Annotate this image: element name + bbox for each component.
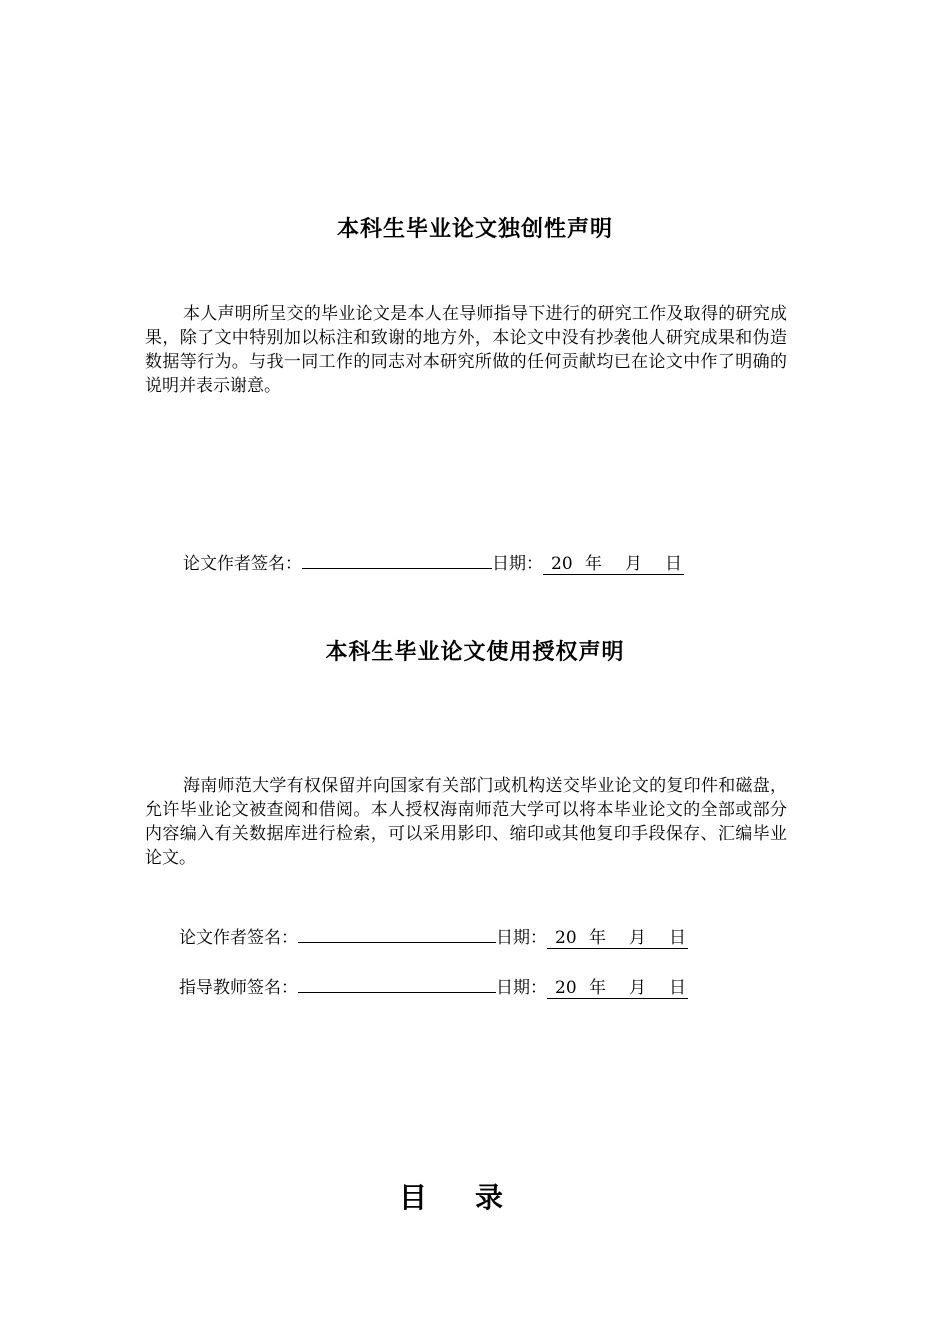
originality-signature-line [183,549,684,575]
date-year-unit: 年 [589,928,606,948]
date-year-unit: 年 [589,978,606,998]
author-signature-blank[interactable] [298,924,496,943]
date-label: 日期： [496,928,547,948]
date-day-unit: 日 [669,978,686,998]
advisor-signature-label: 指导教师签名： [179,978,298,998]
date-day-unit: 日 [665,554,682,574]
date-month-unit: 月 [629,978,646,998]
date-year: 20 [555,928,577,948]
author-signature-blank[interactable] [302,550,492,569]
author-signature-label: 论文作者签名： [183,554,302,574]
usage-authorization-body: 海南师范大学有权保留并向国家有关部门或机构送交毕业论文的复印件和磁盘，允许毕业论文被查阅和借阅。本人授权海南师范大学可以将本毕业论文的全部或部分内容编入有关数据库进行检索，可以采用影印、缩印或其他复印手段保存、汇编毕业论文。 [145,776,787,868]
date-year-unit: 年 [585,554,602,574]
date-label: 日期： [496,978,547,998]
date-label: 日期： [492,554,543,574]
date-year: 20 [555,978,577,998]
advisor-signature-line [179,973,688,999]
advisor-signature-blank[interactable] [298,974,496,993]
originality-declaration-body: 本人声明所呈交的毕业论文是本人在导师指导下进行的研究工作及取得的研究成果，除了文中特别加以标注和致谢的地方外，本论文中没有抄袭他人研究成果和伪造数据等行为。与我一同工作的同志对本研究所做的任何贡献均已在论文中作了明确的说明并表示谢意。 [145,304,787,396]
author-signature-line [179,923,688,949]
originality-declaration-title: 本科生毕业论文独创性声明 [336,217,613,242]
date-month-unit: 月 [625,554,642,574]
usage-authorization-title: 本科生毕业论文使用授权声明 [325,640,625,665]
date-field[interactable] [543,549,684,575]
table-of-contents-title: 目录 [398,1181,551,1214]
author-signature-label: 论文作者签名： [179,928,298,948]
date-field[interactable] [547,973,688,999]
date-field[interactable] [547,923,688,949]
date-day-unit: 日 [669,928,686,948]
date-month-unit: 月 [629,928,646,948]
date-year: 20 [551,554,573,574]
